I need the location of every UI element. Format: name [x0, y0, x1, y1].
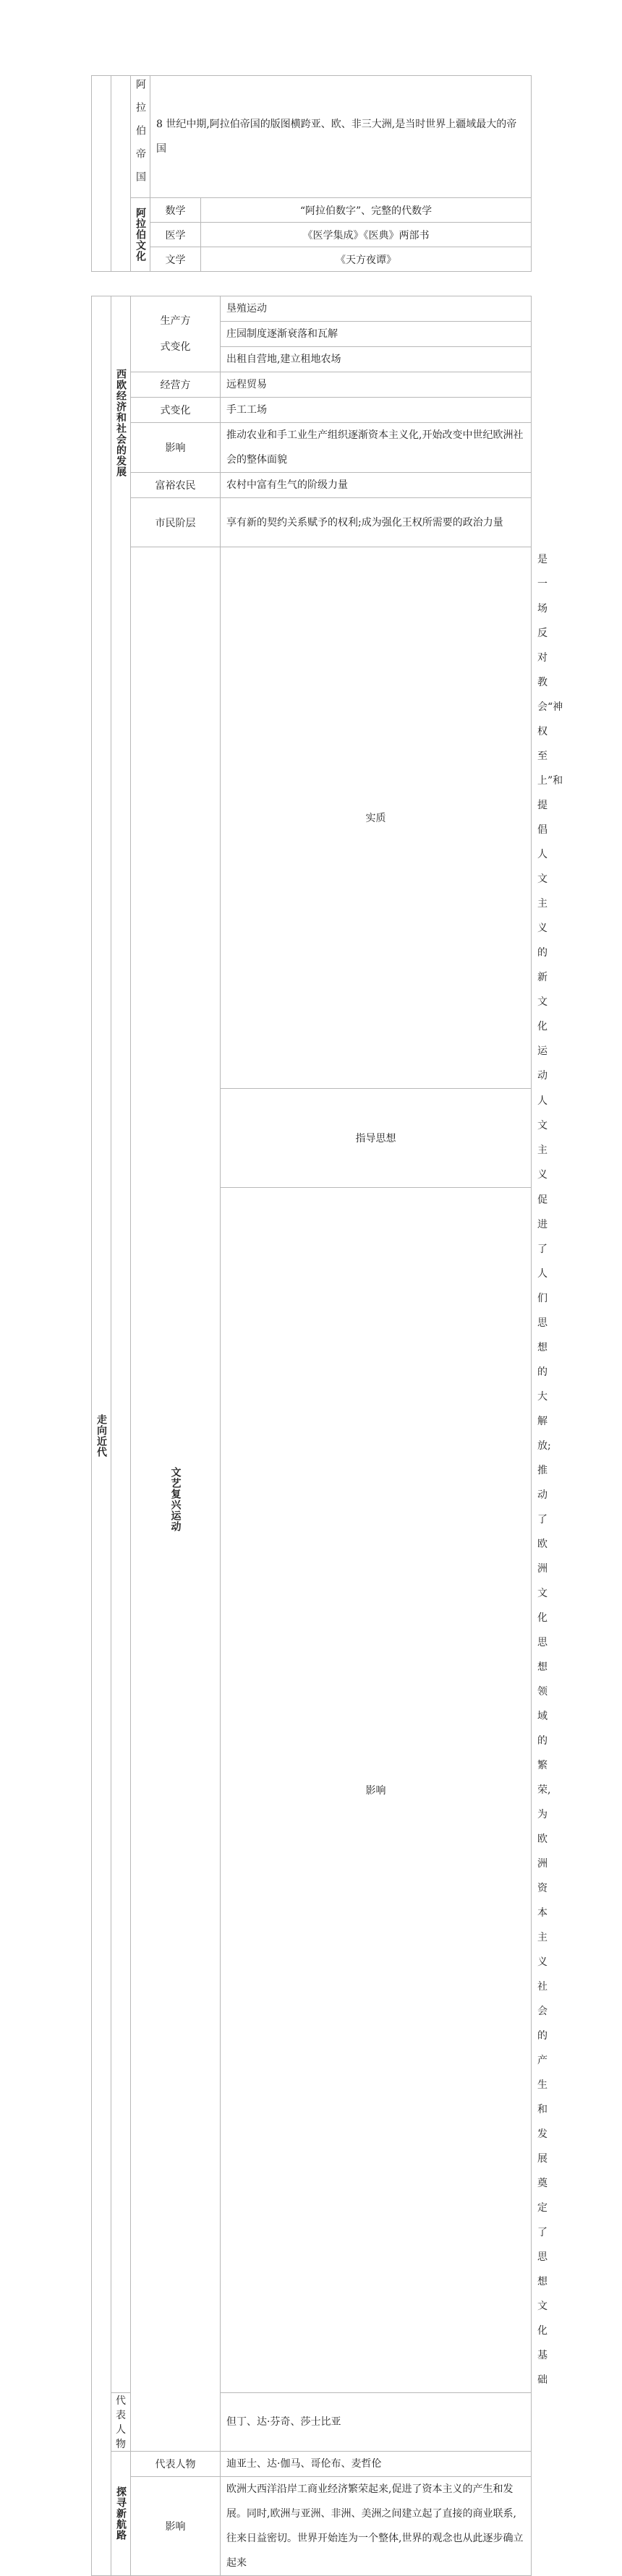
arab-empire-label: 阿拉伯帝国 — [135, 79, 146, 194]
citizens-text: 享有新的契约关系赋予的权利;成为强化王权所需要的政治力量 — [221, 498, 532, 547]
modern-times-table: 走向近代 西欧经济和社会的发展 生产方 式变化 垦殖运动 庄园制度逐渐衰落和瓦解 出租自营地,建立租地农场 经营方 远程贸易 式变化 手工工场 影响 推动农业和手工业生产组织逐渐资本主义化,开始改变中世纪欧洲社会的整体面貌 富裕农民 农村中富有生气的阶级力量 市民阶层 享有新的契约关系赋予的权利;成为强化王权所需要的政治力量 文艺复兴运动 实质 是一场反对教会“神权至上”和提倡人文主义的新文化运动 指导思想 人文主义 影响 促进了人们思想的大解放;推动了欧洲文化思想领域的繁荣,为欧洲资本主义社会的产生和发展奠定了思想文化基础 代表人物 但丁、达·芬奇、莎士比亚 探寻新航路 代表人物 迪亚士、达·伽马、哥伦布、麦哲伦 影响 欧洲大西洋沿岸工商业经济繁荣起来,促进了资本主义的产生和发展。同时,欧洲与亚洲、非洲、美洲之间建立起了直接的商业联系,往来日益密切。世界开始连为一个整体,世界的观念也从此逐步确立起来 — [91, 296, 532, 2576]
citizens-label: 市民阶层 — [131, 498, 221, 547]
rich-farmers-text: 农村中富有生气的阶级力量 — [221, 473, 532, 498]
business-label-2: 式变化 — [131, 398, 221, 423]
routes-influence-text: 欧洲大西洋沿岸工商业经济繁荣起来,促进了资本主义的产生和发展。同时,欧洲与亚洲、非洲、美洲之间建立起了直接的商业联系,往来日益密切。世界开始连为一个整体,世界的观念也从此逐步确立起来 — [221, 2477, 532, 2576]
arab-empire-label-cell — [131, 76, 150, 198]
renaissance-label: 文艺复兴运动 — [169, 1466, 182, 1532]
arab-culture-label-cell — [131, 198, 150, 272]
production-item-3: 出租自营地,建立租地农场 — [221, 347, 532, 372]
culture-field-medicine: 医学 — [150, 223, 201, 247]
ren-figures-label: 代表人物 — [111, 2393, 131, 2452]
main-label-cell — [92, 296, 111, 2576]
arab-table — [91, 75, 532, 272]
renaissance-label-cell — [131, 547, 221, 2452]
routes-influence-label: 影响 — [131, 2477, 221, 2576]
culture-content-medicine: 《医学集成》《医典》两部书 — [201, 223, 532, 247]
production-item-1: 垦殖运动 — [221, 296, 532, 322]
routes-figures-text: 迪亚士、达·伽马、哥伦布、麦哲伦 — [221, 2452, 532, 2477]
west-europe-label-cell — [111, 296, 131, 2393]
culture-content-literature: 《天方夜谭》 — [201, 247, 532, 272]
new-routes-label: 探寻新航路 — [115, 2486, 127, 2541]
rich-farmers-label: 富裕农民 — [131, 473, 221, 498]
production-item-2: 庄园制度逐渐衰落和瓦解 — [221, 322, 532, 347]
ren-influence-label: 影响 — [221, 1188, 532, 2393]
arab-culture-label: 阿拉伯文化 — [135, 207, 146, 262]
business-item-1: 远程贸易 — [221, 372, 532, 398]
routes-figures-label: 代表人物 — [131, 2452, 221, 2477]
guiding-label: 指导思想 — [221, 1089, 532, 1188]
blank-cell-1 — [92, 76, 111, 272]
ren-figures-text: 但丁、达·芬奇、莎士比亚 — [221, 2393, 532, 2452]
production-label-cell — [131, 296, 221, 372]
production-label-line-2: 式变化 — [160, 341, 191, 353]
west-europe-label: 西欧经济和社会的发展 — [115, 369, 127, 477]
culture-content-math: “阿拉伯数字”、完整的代数学 — [201, 198, 532, 223]
new-routes-label-cell — [111, 2452, 131, 2576]
blank-cell-2 — [111, 76, 131, 272]
main-label: 走向近代 — [95, 1414, 107, 1458]
essence-label: 实质 — [221, 547, 532, 1089]
production-label-line-1: 生产方 — [160, 315, 191, 327]
arab-empire-text: 8 世纪中期,阿拉伯帝国的版图横跨亚、欧、非三大洲,是当时世界上疆域最大的帝国 — [150, 76, 532, 198]
culture-field-literature: 文学 — [150, 247, 201, 272]
culture-field-math: 数学 — [150, 198, 201, 223]
we-influence-label: 影响 — [131, 423, 221, 473]
we-influence-text: 推动农业和手工业生产组织逐渐资本主义化,开始改变中世纪欧洲社会的整体面貌 — [221, 423, 532, 473]
business-item-2: 手工工场 — [221, 398, 532, 423]
business-label-1: 经营方 — [131, 372, 221, 398]
